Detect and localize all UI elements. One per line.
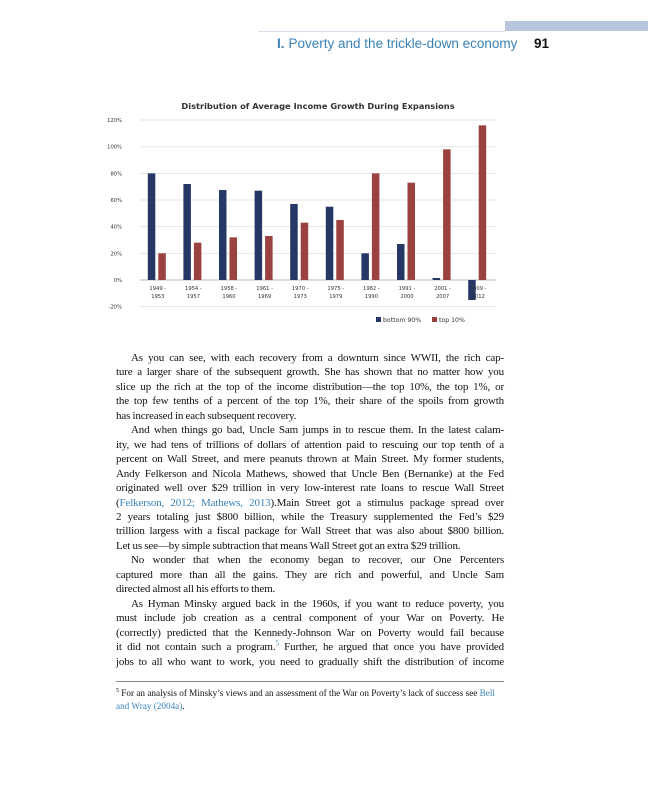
text-line: originated well over $29 trillion in very low-interest rate loans to rescue Wall Street [116,482,504,495]
legend-swatch [376,317,381,322]
bar-top-10 [408,183,416,280]
y-tick-label: 100% [107,144,122,151]
paragraph-2 [116,423,504,495]
x-tick-label: 1991 - [398,286,416,292]
x-tick-label: 1954 - [185,286,202,292]
paragraph-2-cont [116,510,504,553]
text-line: And when things go bad, Uncle Sam jumps in to rescue them. In the latest calam- [131,424,504,437]
footnote-rule [116,681,504,682]
x-tick-label: 1969 [257,294,272,300]
bar-bottom-90 [148,173,156,280]
header-accent-bar [505,21,648,31]
y-tick-label: -20% [108,304,122,311]
text-line: slice up the rich at the top of the income distribution—the top 10%, the top 1%, or [116,380,504,393]
x-tick-label: 1957 [186,294,201,300]
x-tick-label: 2007 [435,294,450,300]
bar-bottom-90 [397,244,405,280]
text-line: No wonder that when the economy began to recover, our One Percenters [131,554,504,567]
y-tick-label: 80% [110,171,122,178]
legend-label: bottom 90% [383,317,422,324]
bar-top-10 [230,237,238,280]
text-line: the top few tenths of a percent of the top 1%, their share of the spoils from growth [116,395,504,408]
x-tick-label: 1970 - [291,286,309,292]
text-line: As Hyman Minsky argued back in the 1960s, if you want to reduce poverty, you [131,597,504,610]
bar-bottom-90 [290,204,298,280]
chart-title: Distribution of Average Income Growth During Expansions [181,101,455,111]
x-tick-label: 1949 - [149,286,167,292]
body-text [116,351,504,669]
bar-bottom-90 [433,278,441,280]
x-tick-label: 1973 [293,294,307,300]
citation-link[interactable]: Felkerson, 2012; Mathews, 2013 [119,496,271,509]
x-tick-label: 2012 [471,294,485,300]
bar-top-10 [194,243,202,280]
bar-bottom-90 [219,190,227,280]
page-number: 91 [534,36,550,51]
y-tick-label: 60% [110,198,122,205]
x-tick-label: 1960 [222,294,236,300]
text-line: (Felkerson, 2012; Mathews, 2013).Main Street got a stimulus package spread over [116,496,504,509]
paragraph-3 [116,553,504,596]
footnote-ref[interactable]: 5 [275,639,279,648]
header-rule [258,31,505,32]
x-tick-label: 2009 - [469,286,487,292]
bar-top-10 [372,173,380,280]
x-tick-label: 1979 [329,294,343,300]
text-line: ture a larger share of the subsequent growth. She has shown that no matter how you [116,366,504,379]
text-line: captured more than all the gains. They are rich and powerful, and Uncle Sam [116,568,504,581]
text-line: As you can see, with each recovery from a downturn since WWII, the rich cap- [131,352,504,364]
chapter-title: Poverty and the trickle-down economy [288,36,518,51]
text-line: it did not contain such a program.$^5$ Further, he argued that once you have provided [116,639,504,654]
text-line: ity, we had tens of trillions of dollars of attention paid to rescuing our top tenth of a [116,438,504,451]
text-line: (correctly) predicted that the Kennedy-Johnson War on Poverty would fail because [116,626,504,639]
text-line: Let us see—by simple subtraction that means Wall Street got an extra $29 trillion. [116,539,461,552]
text-line: has increased in each subsequent recovery. [116,409,297,422]
text-line: directed almost all his efforts to them. [116,583,276,596]
bar-bottom-90 [361,253,369,280]
paragraph-1 [116,351,504,423]
x-tick-label: 1982 - [363,286,380,292]
chapter-number: I. [277,36,285,51]
income-growth-chart [0,95,648,335]
y-tick-label: 40% [110,224,122,231]
text-line: Andy Felkerson and Nicola Mathews, showed that Uncle Ben (Bernanke) at the Fed [116,467,504,480]
bar-bottom-90 [183,184,191,280]
text-line: percent on Wall Street, and mere peanuts thrown at Main Street. My former students, [116,453,504,466]
bar-top-10 [265,236,273,280]
x-tick-label: 1958 - [220,286,238,292]
text-line: must include job creation as a central component of your War on Poverty. He [116,612,504,625]
text-line: 2 years totaling just $800 billion, while the Treasury supplemented the Fed’s $29 [116,510,504,523]
bar-top-10 [443,149,451,280]
y-tick-label: 120% [107,118,122,125]
x-tick-label: 1961 - [256,286,273,292]
paragraph-4 [116,597,504,640]
x-tick-label: 2000 [400,294,414,300]
text-line: trillion largess with a fiscal package for Wall Street that was also about $800 billion. [116,525,504,538]
y-tick-label: 20% [110,251,122,258]
x-tick-label: 1990 [364,294,379,300]
x-tick-label: 2001 - [434,286,451,292]
bar-top-10 [336,220,344,280]
bar-top-10 [479,125,487,280]
bar-bottom-90 [255,191,263,280]
bar-bottom-90 [326,207,334,280]
legend-swatch [432,317,437,322]
footnote-citation-link[interactable]: Bell and Wray (2004a) [116,687,495,711]
x-tick-label: 1953 [151,294,165,300]
running-header [277,36,517,51]
text-flow [116,351,504,713]
footnote: $^5$ For an analysis of Minsky’s views and an assessment of the War on Poverty’s lack of success see Bell and Wray (2004a). [116,687,495,711]
bar-top-10 [158,253,166,280]
text-line: jobs to all who want to work, you need to gradually shift the distribution of income [116,655,504,668]
x-tick-label: 1975 - [327,286,345,292]
y-tick-label: 0% [113,278,122,284]
legend-label: top 10% [439,317,465,324]
bar-top-10 [301,223,309,280]
